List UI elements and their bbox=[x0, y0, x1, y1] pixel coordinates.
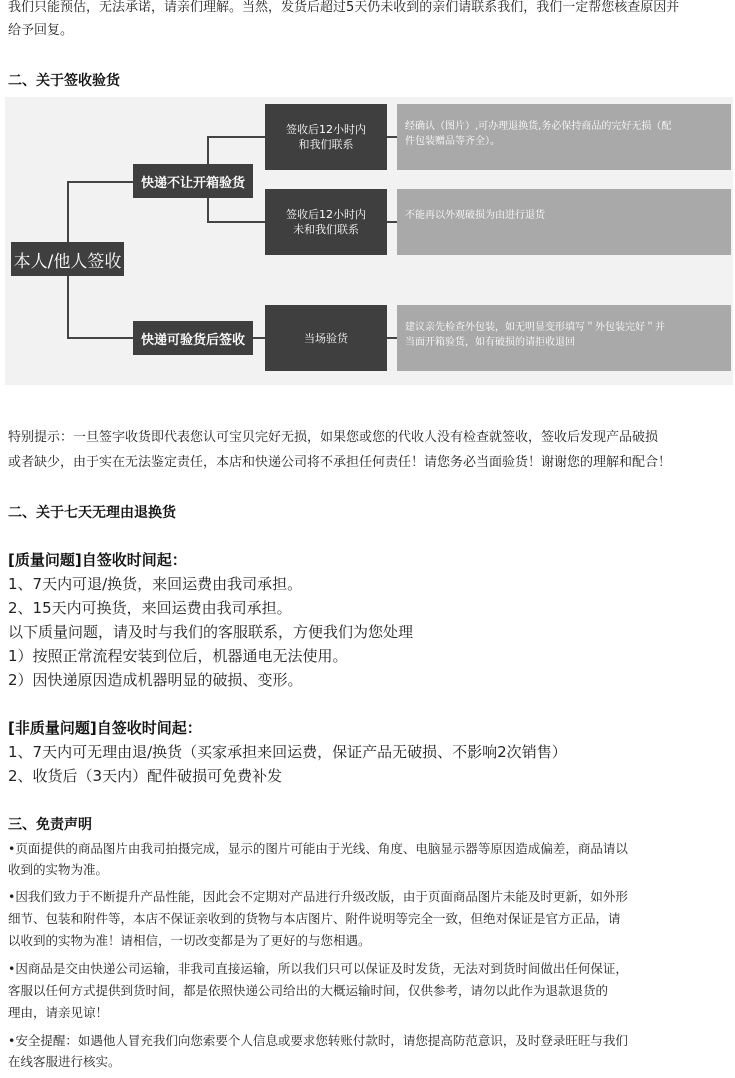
desc3-line2: 当面开箱验货，如有破损的请拒收退回 bbox=[405, 337, 575, 348]
connector-branch1-to-leaf1 bbox=[207, 136, 265, 138]
desc1-line2: 件包装赠品等齐全）。 bbox=[405, 136, 500, 147]
desc1-line1: 经确认（图片）,可办理退换货,务必保持商品的完好无损（配 bbox=[405, 121, 672, 132]
leaf1-line1: 签收后12小时内 bbox=[286, 123, 366, 136]
disclaimer-p3-line2: 客服以任何方式提供到货时间，都是依照快递公司给出的大概运输时间，仅供参考，请勿以此作为退款退货的 bbox=[8, 983, 609, 998]
leaf2-line1: 签收后12小时内 bbox=[286, 208, 366, 221]
nonquality-heading: [非质量问题]自签收时间起： bbox=[8, 719, 202, 737]
disclaimer-p2-line3: 以收到的实物为准！请相信，一切改变都是为了更好的与您相遇。 bbox=[8, 933, 371, 948]
flow-desc-1 bbox=[397, 104, 731, 170]
connector-root-to-branch1 bbox=[67, 181, 133, 183]
disclaimer-p4-line1: •安全提醒：如遇他人冒充我们向您索要个人信息或要求您转账付款时，请您提高防范意识，及时登录旺旺与我们 bbox=[8, 1033, 628, 1048]
desc2-line1: 不能再以外观破损为由进行退货 bbox=[405, 210, 545, 221]
connector-branch1-to-leaf2 bbox=[207, 221, 265, 223]
quality-item-5: 2）因快递原因造成机器明显的破损、变形。 bbox=[8, 671, 303, 689]
quality-item-4: 1）按照正常流程安装到位后，机器通电无法使用。 bbox=[8, 647, 348, 665]
flow-leaf-contact-within-12h bbox=[265, 104, 387, 170]
flow-desc-3 bbox=[397, 305, 731, 371]
quality-item-1: 1、7天内可退/换货，来回运费由我司承担。 bbox=[8, 575, 303, 593]
disclaimer-p1-line2: 收到的实物为准。 bbox=[8, 862, 109, 877]
section-title-disclaimer: 三、免责声明 bbox=[8, 817, 92, 833]
flow-desc-2 bbox=[397, 189, 731, 255]
flow-leaf-inspect-on-spot bbox=[265, 305, 387, 371]
disclaimer-p3-line1: •因商品是交由快递公司运输，非我司直接运输，所以我们只可以保证及时发货，无法对到货时间做出任何保证， bbox=[8, 961, 628, 976]
flow-root-box: 本人/他人签收 bbox=[11, 242, 124, 276]
disclaimer-p2-line2: 细节、包装和附件等，本店不保证亲收到的货物与本店图片、附件说明等完全一致，但绝对保证是官方正品，请 bbox=[8, 911, 621, 926]
section-title-returns: 二、关于七天无理由退换货 bbox=[8, 505, 176, 521]
connector-root-to-branch2 bbox=[67, 337, 133, 339]
leaf1-line2: 和我们联系 bbox=[298, 138, 354, 151]
quality-heading: [质量问题]自签收时间起： bbox=[8, 551, 187, 569]
nonquality-item-1: 1、7天内可无理由退/换货（买家承担来回运费，保证产品无破损、不影响2次销售） bbox=[8, 743, 567, 761]
disclaimer-p1-line1: •页面提供的商品图片由我司拍摄完成，显示的图片可能由于光线、角度、电脑显示器等原因造成偏差，商品请以 bbox=[8, 841, 628, 856]
disclaimer-p3-line3: 理由，请亲见谅！ bbox=[8, 1005, 109, 1020]
leaf2-line2: 未和我们联系 bbox=[293, 223, 359, 236]
disclaimer-p4-line2: 在线客服进行核实。 bbox=[8, 1054, 121, 1069]
leaf3-line1: 当场验货 bbox=[304, 331, 348, 345]
section-title-sign: 二、关于签收验货 bbox=[8, 73, 120, 89]
desc3-line1: 建议亲先检查外包装，如无明显变形填写＂外包装完好＂并 bbox=[405, 322, 665, 333]
sign-flow-chart bbox=[5, 97, 733, 385]
tip-line-1: 特别提示：一旦签字收货即代表您认可宝贝完好无损，如果您或您的代收人没有检查就签收，签收后发现产品破损 bbox=[8, 430, 659, 445]
intro-text-line-2: 给予回复。 bbox=[8, 23, 74, 38]
intro-text-line-1: 我们只能预估，无法承诺，请亲们理解。当然，发货后超过5天仍未收到的亲们请联系我们，我们一定帮您核查原因并 bbox=[8, 0, 680, 15]
disclaimer-p2-line1: •因我们致力于不断提升产品性能，因此会不定期对产品进行升级改版，由于页面商品图片未能及时更新，如外形 bbox=[8, 889, 628, 904]
nonquality-item-2: 2、收货后（3天内）配件破损可免费补发 bbox=[8, 767, 283, 785]
flow-leaf-no-contact-within-12h bbox=[265, 189, 387, 255]
flow-branch-no-inspect: 快递不让开箱验货 bbox=[133, 164, 253, 198]
tip-line-2: 或者缺少，由于实在无法鉴定责任，本店和快递公司将不承担任何责任！请您务必当面验货！谢谢您的理解和配合！ bbox=[8, 455, 672, 470]
quality-item-2: 2、15天内可换货，来回运费由我司承担。 bbox=[8, 599, 292, 617]
flow-branch-inspect: 快递可验货后签收 bbox=[133, 321, 253, 355]
quality-item-3: 以下质量问题，请及时与我们的客服联系，方便我们为您处理 bbox=[8, 623, 414, 641]
